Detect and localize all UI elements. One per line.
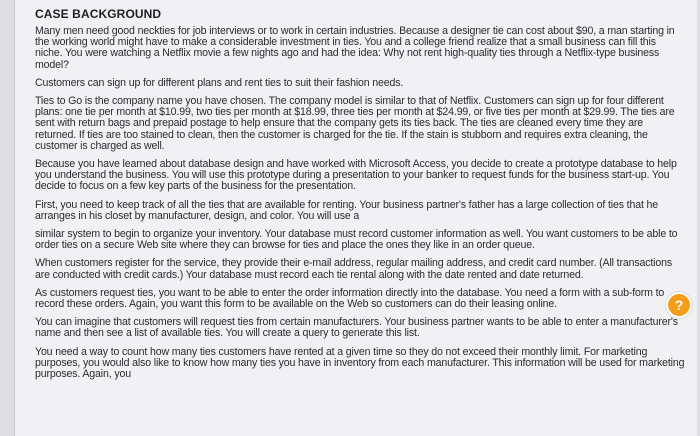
paragraph-5: First, you need to keep track of all the ties that are available for renting. Your business partner's father has a large collection of ties that he arranges in his closet by manufacturer, design, and color. You will use a: [35, 198, 659, 222]
paragraph-4: Because you have learned about database design and have worked with Microsoft Access, you decide to create a prototype database to help you understand the business. You will use this prototype during a presentation to your banker to request funds for the business start-up. You decide to focus on a few key parts of the business for the presentation.: [35, 158, 677, 193]
paragraph-2: Customers can sign up for different plans and rent ties to suit their fashion needs.: [35, 76, 404, 89]
paragraph-9: You can imagine that customers will request ties from certain manufacturers. Your business partner wants to be able to enter a manufacturer's name and then see a list of available ties. You will create a query to generate this list.: [35, 316, 678, 340]
paragraph-8: As customers request ties, you want to be able to enter the order information directly into the database. You need a form with a sub-form to record these orders. Again, you want this form to be available on the Web so customers can do their leasing online.: [35, 286, 665, 311]
document-page: [14, 0, 697, 436]
paragraph-3: Ties to Go is the company name you have chosen. The company model is similar to that of Netflix. Customers can sign up for four different plans: one tie per month at $10.99, two ties per month at $18.99, three ties per month at $24.99, or five ties per month at $29.99. The ties are sent with return bags and prepaid postage to help ensure that the company gets its ties back. The ties are cleaned every time they are returned. If ties are too stained to clean, then the customer is charged for the tie. If the stain is stubborn and requires extra cleaning, the customer is charged as well.: [35, 95, 675, 152]
paragraph-7: When customers register for the service, they provide their e-mail address, regular mailing address, and credit card number. (All transactions are conducted with credit cards.) Your database must record each tie rental along with the date rented and date returned.: [35, 257, 672, 281]
paragraph-1: Many men need good neckties for job interviews or to work in certain industries. Because a designer tie can cost about $90, a man starting in the working world might have to make a considerable investment in ties. You and a college friend realize that a small business can fill this niche. You were watching a Netflix movie a few nights ago and had the idea: Why not rent high-quality ties through a Netflix-type business model?: [35, 25, 675, 71]
question-mark-icon: ?: [674, 297, 684, 313]
document-content: [35, 7, 685, 387]
paragraph-10: You need a way to count how many ties customers have rented at a given time so they do not exceed their monthly limit. For marketing purposes, you would also like to know how many ties you have in inventory from each manufacturer. This information will be used for marketing purposes. Again, you: [35, 345, 685, 381]
document-heading: CASE BACKGROUND: [35, 7, 162, 21]
paragraph-6: similar system to begin to organize your inventory. Your database must record customer information as well. You want customers to be able to order ties on a secure Web site where they can browse for ties and place the ones they like in an order queue.: [35, 228, 678, 252]
help-button[interactable]: [666, 292, 692, 318]
bottom-fade: [15, 424, 697, 436]
